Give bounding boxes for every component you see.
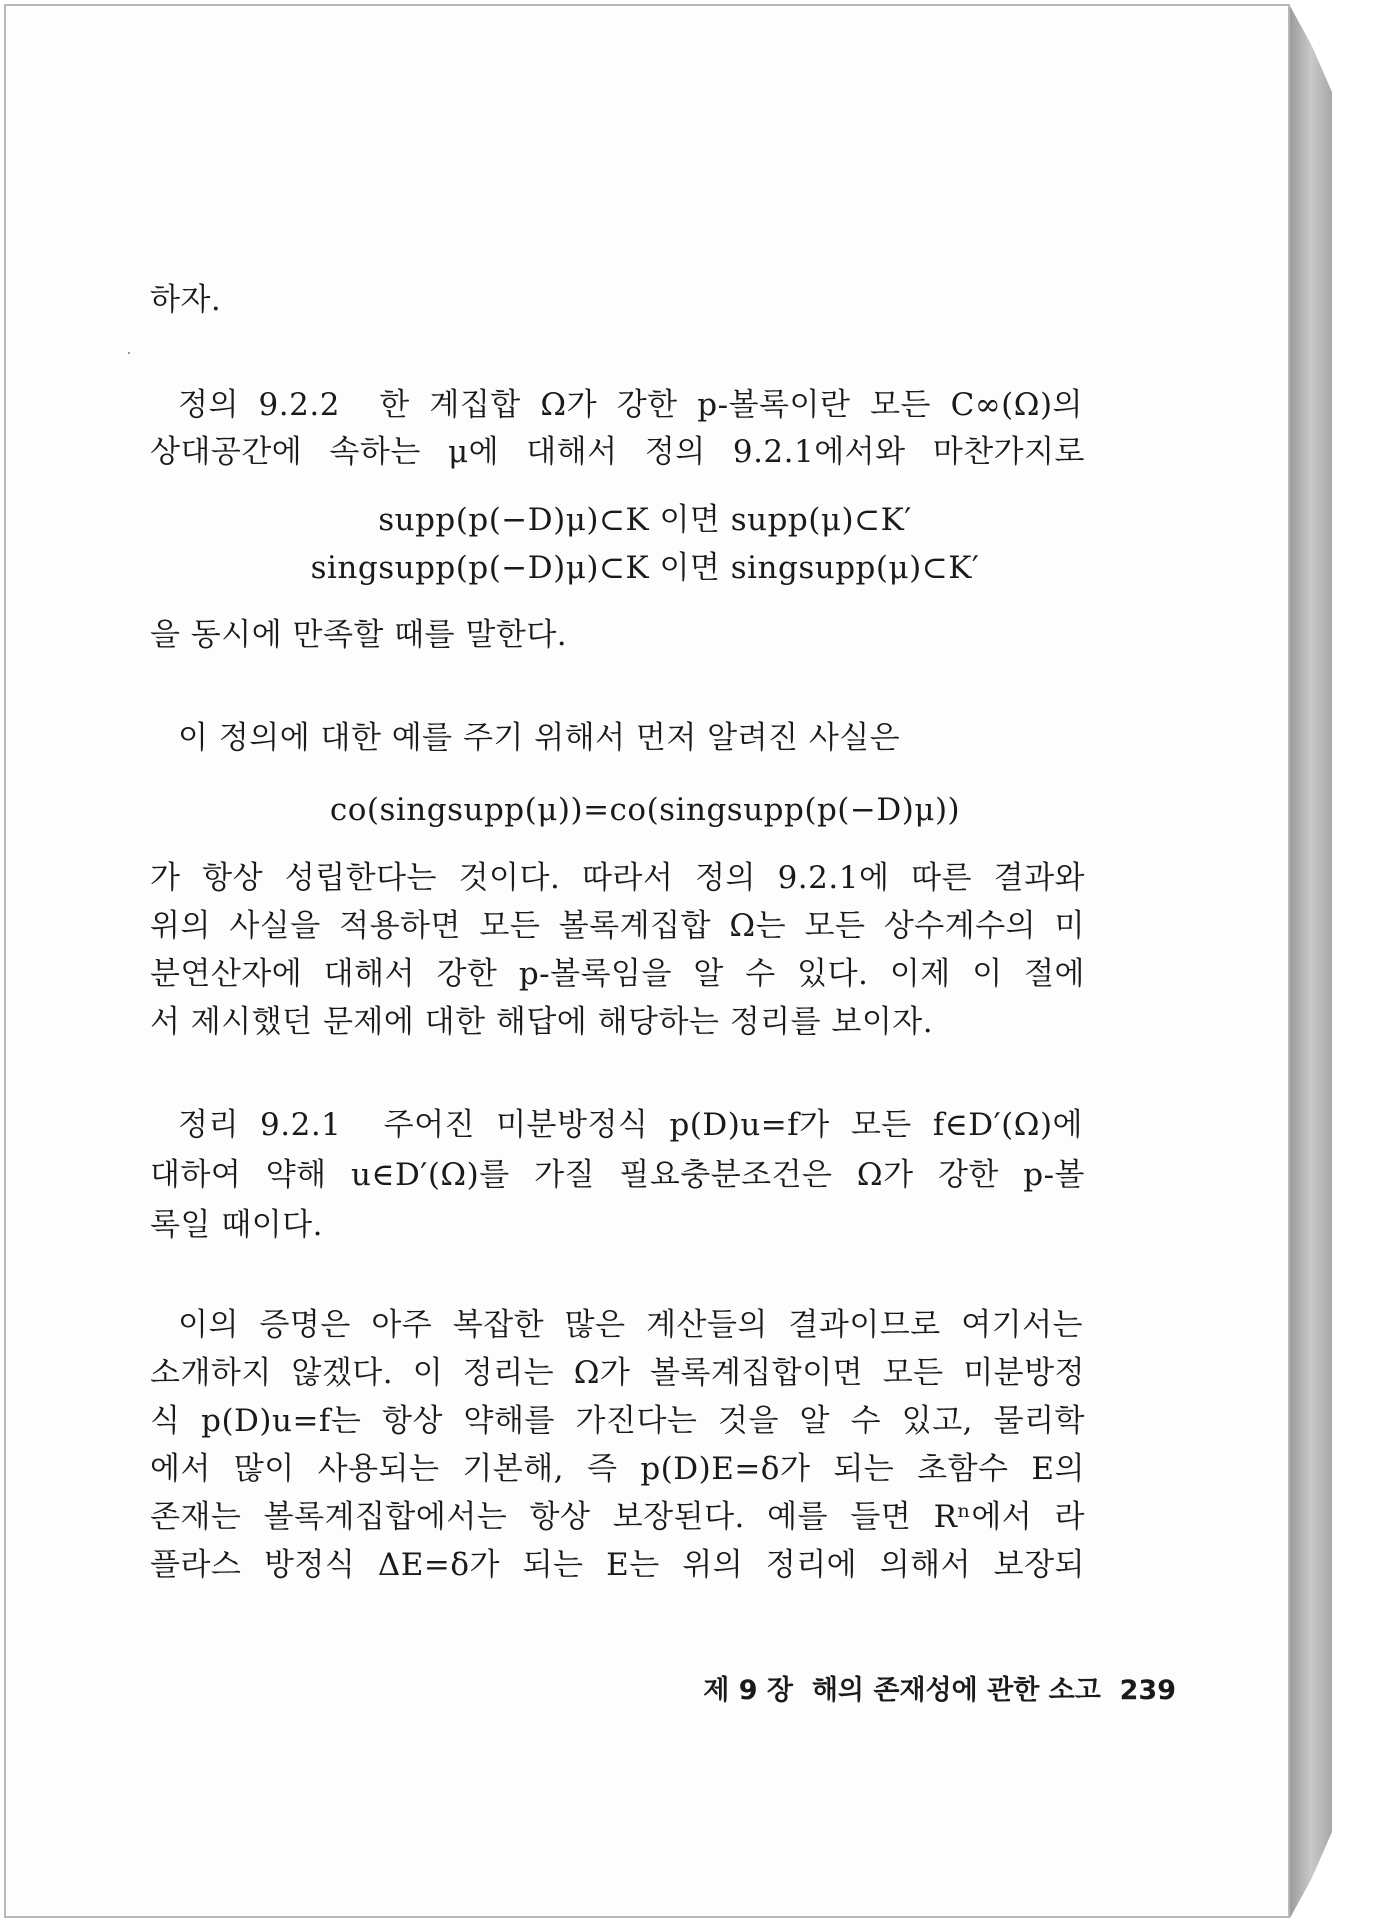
text-line: 을 동시에 만족할 때를 말한다. xyxy=(150,617,568,653)
text-line: 하자. xyxy=(150,282,222,318)
definition-heading-line: 정의 9.2.2 한 계집합 Ω가 강한 p-볼록이란 모든 C∞(Ω)의 xyxy=(178,387,1083,423)
page-footer: 제 9 장 해의 존재성에 관한 소고 239 xyxy=(703,1675,1176,1706)
text-line: 이의 증명은 아주 복잡한 많은 계산들의 결과이므로 여기서는 xyxy=(178,1307,1083,1343)
text-line: 위의 사실을 적용하면 모든 볼록계집합 Ω는 모든 상수계수의 미 xyxy=(150,908,1085,944)
text-line: 가 항상 성립한다는 것이다. 따라서 정의 9.2.1에 따른 결과와 xyxy=(150,860,1085,896)
text-line: 록일 때이다. xyxy=(150,1207,323,1243)
formula-line: singsupp(p(−D)μ)⊂K 이면 singsupp(μ)⊂K′ xyxy=(310,550,980,586)
text-line: 이 정의에 대한 예를 주기 위해서 먼저 알려진 사실은 xyxy=(178,720,901,756)
text-line: 플라스 방정식 ΔE=δ가 되는 E는 위의 정리에 의해서 보장되 xyxy=(150,1547,1085,1583)
text-line: 상대공간에 속하는 μ에 대해서 정의 9.2.1에서와 마찬가지로 xyxy=(150,434,1085,470)
page-stack-edge xyxy=(1290,6,1332,1918)
text-line: 대하여 약해 u∈D′(Ω)를 가질 필요충분조건은 Ω가 강한 p-볼 xyxy=(150,1157,1085,1193)
text-line: 식 p(D)u=f는 항상 약해를 가진다는 것을 알 수 있고, 물리학 xyxy=(150,1403,1085,1439)
page-speck xyxy=(128,352,130,354)
text-line: 에서 많이 사용되는 기본해, 즉 p(D)E=δ가 되는 초함수 E의 xyxy=(150,1451,1085,1487)
text-line: 존재는 볼록계집합에서는 항상 보장된다. 예를 들면 Rⁿ에서 라 xyxy=(150,1499,1085,1535)
text-line: 서 제시했던 문제에 대한 해답에 해당하는 정리를 보이자. xyxy=(150,1004,934,1040)
formula-line: supp(p(−D)μ)⊂K 이면 supp(μ)⊂K′ xyxy=(378,502,912,538)
text-line: 소개하지 않겠다. 이 정리는 Ω가 볼록계집합이면 모든 미분방정 xyxy=(150,1355,1085,1391)
text-line: 분연산자에 대해서 강한 p-볼록임을 알 수 있다. 이제 이 절에 xyxy=(150,956,1085,992)
theorem-heading-line: 정리 9.2.1 주어진 미분방정식 p(D)u=f가 모든 f∈D′(Ω)에 xyxy=(178,1107,1083,1143)
formula-line: co(singsupp(μ))=co(singsupp(p(−D)μ)) xyxy=(329,792,961,828)
